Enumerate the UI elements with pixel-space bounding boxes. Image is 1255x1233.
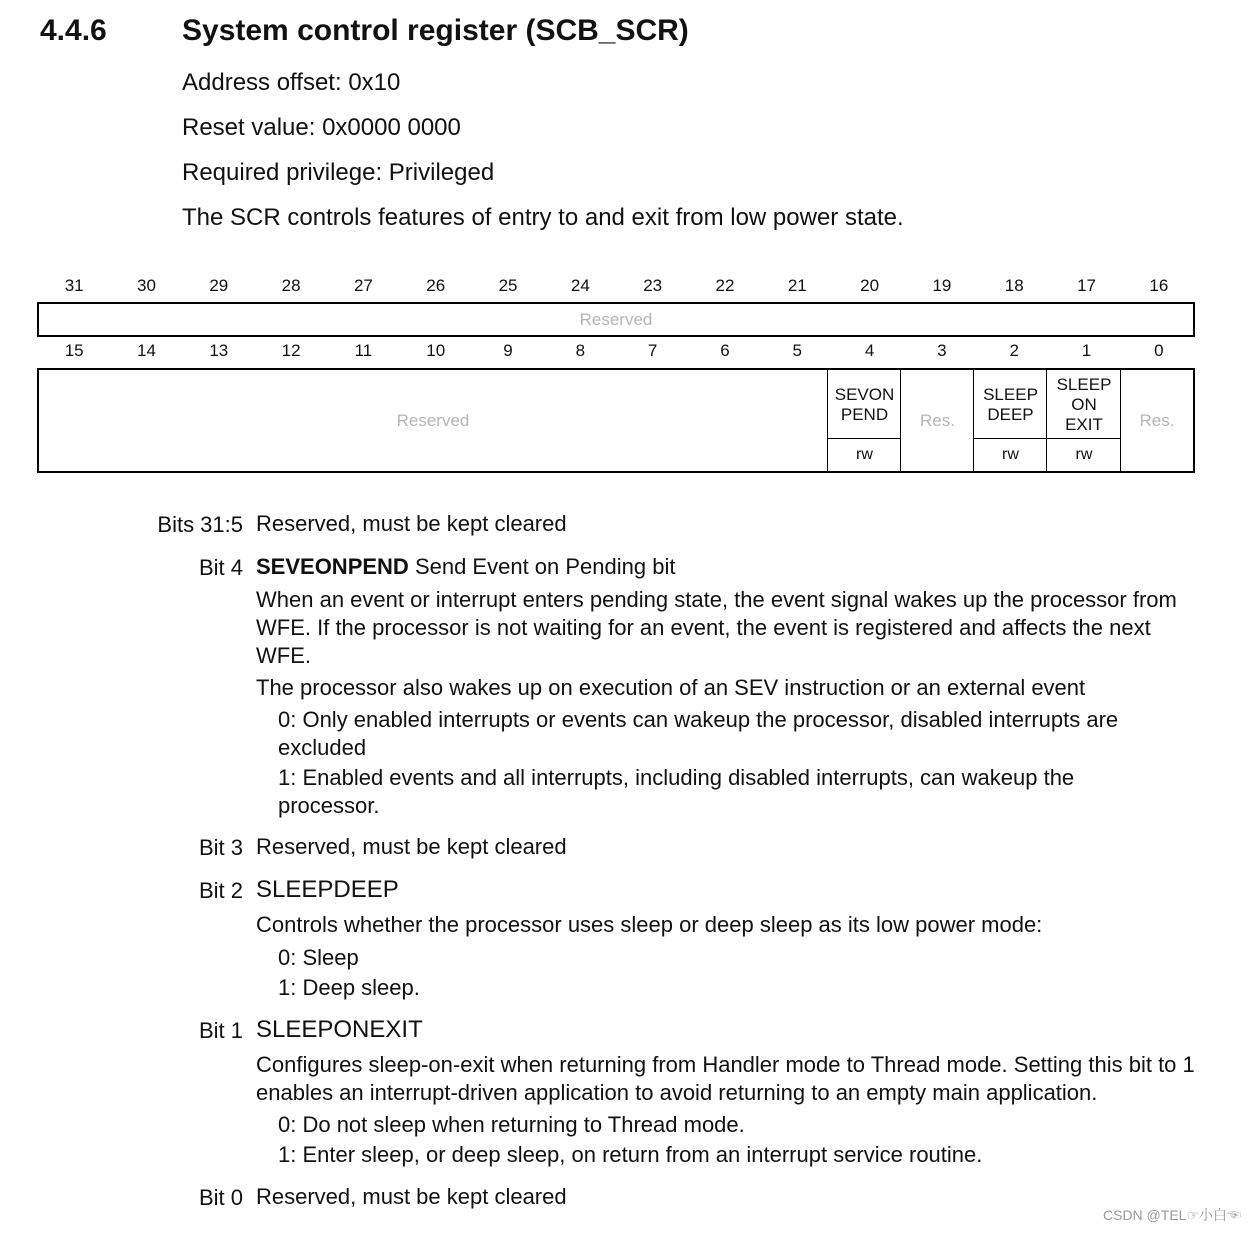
bit-number: 11 [354, 341, 373, 360]
field-name: SEVEONPEND [256, 554, 409, 579]
field-sleepdeep [973, 370, 1047, 471]
bit-number: 1 [1081, 341, 1092, 360]
field-reserved-bit3: Res. [900, 370, 974, 471]
field-name-line: SLEEP [1056, 375, 1112, 394]
bit-description: When an event or interrupt enters pending state, the event signal wakes up the processor from WFE. If the processor is not waiting for an event, the event is registered and affects the next WFE. [256, 587, 1177, 668]
bit-number: 23 [643, 276, 663, 295]
register-lower-fields [37, 368, 1195, 473]
bit-label: Bits 31:5 [157, 512, 243, 537]
field-name-line: SLEEP [983, 385, 1038, 404]
bit-description: Configures sleep-on-exit when returning from Handler mode to Thread mode. Setting this bit to 1 enables an interrupt-driven application to avoid returning to an empty main application. [256, 1052, 1195, 1105]
bit-number: 30 [137, 276, 156, 295]
field-name [828, 370, 901, 440]
register-summary: The SCR controls features of entry to and exit from low power state. [182, 204, 904, 231]
bit-option: 0: Sleep [278, 945, 359, 970]
reset-value: Reset value: 0x0000 0000 [182, 114, 461, 141]
lower-bit-numbers [38, 341, 1195, 361]
bit-number: 26 [426, 276, 446, 295]
field-name: SLEEPDEEP [256, 876, 399, 903]
bit-number: 17 [1077, 276, 1096, 295]
field-name [1047, 370, 1121, 440]
bit-number: 24 [570, 276, 590, 295]
bit-number: 7 [647, 341, 658, 360]
bit-description: Reserved, must be kept cleared [256, 834, 567, 859]
bit-number: 29 [209, 276, 229, 295]
bit-option: 1: Deep sleep. [278, 975, 420, 1000]
reserved-field-label: Reserved [579, 309, 653, 329]
bit-number: 27 [353, 276, 373, 295]
bit-number: 10 [426, 341, 446, 360]
bit-number: 13 [209, 341, 229, 360]
bit-option: 0: Do not sleep when returning to Thread mode. [278, 1112, 745, 1137]
bit-number: 2 [1009, 341, 1019, 360]
access-type: rw [828, 438, 901, 471]
bit-number: 19 [932, 276, 952, 295]
bit-number: 22 [715, 276, 735, 295]
bit-number: 12 [281, 341, 301, 360]
section-number: 4.4.6 [40, 14, 107, 47]
field-sevonpend [827, 370, 901, 471]
reserved-field-label: Reserved [396, 410, 470, 430]
bit-option: 1: Enabled events and all interrupts, including disabled interrupts, can wakeup the processor. [278, 765, 1075, 818]
bit-number: 3 [937, 341, 947, 360]
bit-number: 25 [498, 276, 518, 295]
bit-number: 31 [64, 276, 84, 295]
field-name: SLEEPONEXIT [256, 1016, 423, 1043]
bit-title [256, 553, 675, 581]
bit-description: Reserved, must be kept cleared [256, 1184, 567, 1209]
field-name-line: ON [1071, 395, 1097, 414]
bit-label: Bit 2 [198, 878, 243, 903]
bit-number: 5 [792, 341, 803, 360]
bit-description: Reserved, must be kept cleared [256, 511, 567, 536]
bit-description: The processor also wakes up on execution of an SEV instruction or an external event [256, 675, 1086, 700]
access-type: rw [974, 438, 1047, 471]
register-upper-field [37, 302, 1195, 337]
field-name [974, 370, 1047, 440]
bit-number: 15 [64, 341, 84, 360]
bit-number: 28 [281, 276, 301, 295]
bit-label: Bit 0 [198, 1185, 243, 1210]
bit-label: Bit 1 [198, 1018, 243, 1043]
bit-label: Bit 4 [198, 555, 243, 580]
bit-number: 14 [137, 341, 156, 360]
bit-number: 18 [1004, 276, 1024, 295]
section-title: System control register (SCB_SCR) [182, 14, 689, 47]
bit-number: 6 [720, 341, 730, 360]
bit-number: 16 [1149, 276, 1169, 295]
bit-option: 1: Enter sleep, or deep sleep, on return from an interrupt service routine. [278, 1142, 983, 1167]
field-title: Send Event on Pending bit [408, 554, 676, 579]
address-offset: Address offset: 0x10 [182, 69, 401, 96]
bit-number: 20 [860, 276, 880, 295]
bit-number: 8 [575, 341, 586, 360]
field-name-line: EXIT [1065, 415, 1103, 434]
watermark: CSDN @TEL☞小白☜ [1103, 1207, 1241, 1223]
bit-number: 0 [1154, 341, 1164, 360]
field-name-line: PEND [840, 405, 889, 424]
field-name-line: DEEP [987, 405, 1034, 424]
field-reserved-bit0: Res. [1120, 370, 1193, 471]
bit-option: 0: Only enabled interrupts or events can wakeup the processor, disabled interrupts are excluded [278, 707, 1119, 760]
field-sleeponexit [1046, 370, 1121, 471]
bit-number: 4 [864, 341, 875, 360]
field-name-line: SEVON [834, 385, 895, 404]
access-type: rw [1047, 438, 1121, 471]
bit-label: Bit 3 [198, 835, 243, 860]
bit-number: 9 [503, 341, 513, 360]
bit-description: Controls whether the processor uses sleep or deep sleep as its low power mode: [256, 912, 1043, 937]
required-privilege: Required privilege: Privileged [182, 159, 495, 186]
bit-number: 21 [787, 276, 807, 295]
upper-bit-numbers [38, 276, 1195, 296]
